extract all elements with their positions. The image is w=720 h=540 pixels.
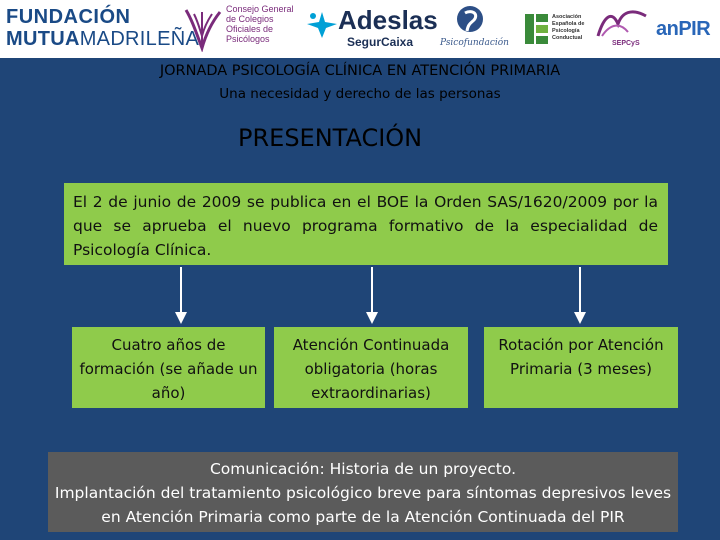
fundacion-logo-madrilena: MADRILEÑA bbox=[79, 28, 200, 50]
arrow-center-icon bbox=[366, 267, 378, 324]
box-primary-care-rotation: Rotación por Atención Primaria (3 meses) bbox=[484, 327, 678, 408]
adeslas-name: Adeslas bbox=[338, 5, 438, 35]
fundacion-logo-mutua: MUTUA bbox=[6, 28, 80, 50]
sepcys-text: SEPCyS bbox=[612, 40, 640, 47]
adeslas-sub: SegurCaixa bbox=[347, 35, 414, 49]
intro-box: El 2 de junio de 2009 se publica en el BOE la Orden SAS/1620/2009 por la que se aprueba el nuevo programa formativo de la especialidad de Psicología Clínica. bbox=[64, 183, 668, 265]
event-subtitle: Una necesidad y derecho de las personas bbox=[219, 86, 501, 102]
anpir-logo: anPIR bbox=[656, 18, 711, 40]
section-title: PRESENTACIÓN bbox=[238, 124, 423, 152]
communication-description: Implantación del tratamiento psicológico breve para síntomas depresivos leves en Atención Primaria como parte de la Atención Continuada del PIR bbox=[54, 484, 672, 526]
communication-box bbox=[48, 452, 678, 532]
fundacion-logo-line1: FUNDACIÓN bbox=[6, 6, 131, 28]
arrow-right-icon bbox=[574, 267, 586, 324]
box-training-years: Cuatro años de formación (se añade un año) bbox=[72, 327, 265, 408]
communication-title: Comunicación: Historia de un proyecto. bbox=[209, 460, 517, 478]
arrow-left-icon bbox=[175, 267, 187, 324]
aep-text: Asociación Española de Psicología Conductual bbox=[552, 14, 585, 41]
box-continuous-care: Atención Continuada obligatoria (horas extraordinarias) bbox=[274, 327, 468, 408]
event-title: JORNADA PSICOLOGÍA CLÍNICA EN ATENCIÓN PRIMARIA bbox=[159, 63, 561, 79]
consejo-psicologos-text: Consejo General de Colegios Oficiales de Psicólogos bbox=[226, 4, 294, 44]
psicofundacion-text: Psicofundación bbox=[440, 38, 509, 48]
